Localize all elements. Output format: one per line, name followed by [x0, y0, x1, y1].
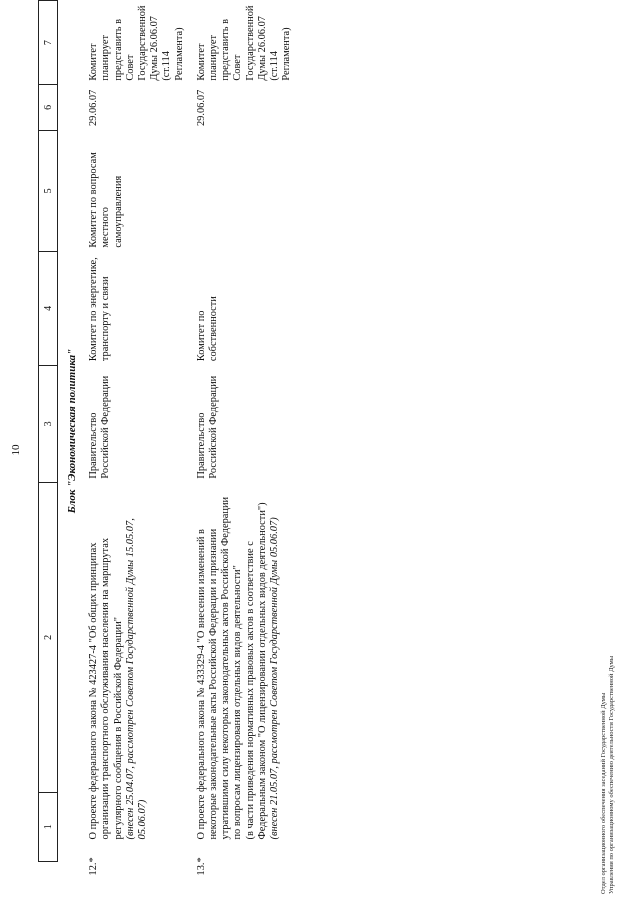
date-cell: 29.06.07	[195, 89, 207, 127]
bill-title: О проекте федерального закона № 423427-4 "Об общих принципах организации транспортного обслуживания населения на маршрутах регулярного сообщения в Российской Федерации"	[88, 537, 124, 840]
responsible-committee-cell: Комитет по энергетике, транспорту и связи	[88, 257, 112, 362]
bill-subnote: (в части приведения нормативных правовых актов в соответствие с Федеральным законом "О лицензировании отдельных видов деятельности")	[244, 502, 268, 840]
column-number-row	[39, 1, 58, 862]
bill-title: О проекте федерального закона № 433329-4 "О внесении изменений в некоторые законодательные акты Российской Федерации и признании утратившими силу некоторых законодательных актов Российской Федерации по вопросам лицензирования отдельных видов деятельности"	[195, 496, 244, 840]
footer-line: Отдел организационного обеспечения заседаний Государственной Думы	[600, 692, 607, 894]
bill-note: (внесен 25.04.07, рассмотрен Советом Государственной Думы 15.05.07, 05.06.07)	[124, 518, 149, 840]
co-committee-cell: Комитет по вопросам местного самоуправления	[88, 152, 124, 248]
co-committee-cell	[192, 130, 300, 252]
column-number: 3	[39, 365, 58, 483]
column-number: 1	[39, 792, 58, 861]
note-cell: Комитет планирует представить в Совет Государственной Думы 26.06.07 (ст.114 Регламента)	[195, 5, 293, 81]
column-number: 2	[39, 483, 58, 792]
responsible-committee-cell: Комитет по собственности	[195, 296, 220, 362]
column-number: 4	[39, 252, 58, 366]
agenda-table	[38, 0, 299, 876]
column-number: 5	[39, 130, 58, 252]
agenda-table-wrap	[38, 0, 299, 876]
bill-note: (внесен 21.05.07, рассмотрен Советом Государственной Думы 05.06.07)	[269, 517, 281, 840]
block-title: Блок "Экономическая политика"	[66, 348, 78, 514]
date-cell: 29.06.07	[88, 89, 100, 127]
footer-line: Управления по организационному обеспечению деятельности Государственной Думы	[607, 655, 615, 894]
bill-description	[84, 483, 192, 876]
column-number: 6	[39, 85, 58, 130]
footer	[600, 656, 615, 894]
table-row	[192, 1, 300, 862]
column-number: 7	[39, 1, 58, 85]
initiator-cell: Правительство Российской Федерации	[195, 375, 220, 479]
initiator-cell: Правительство Российской Федерации	[88, 375, 112, 479]
row-number: 12.*	[88, 857, 100, 876]
row-number: 13.*	[195, 857, 207, 876]
page-number: 10	[10, 444, 22, 456]
note-cell: Комитет планирует представить в Совет Государственной Думы 26.06.07 (ст.114 Регламента)	[88, 5, 185, 81]
table-row	[84, 1, 192, 862]
bill-description	[192, 483, 300, 876]
block-title-row	[58, 1, 85, 862]
